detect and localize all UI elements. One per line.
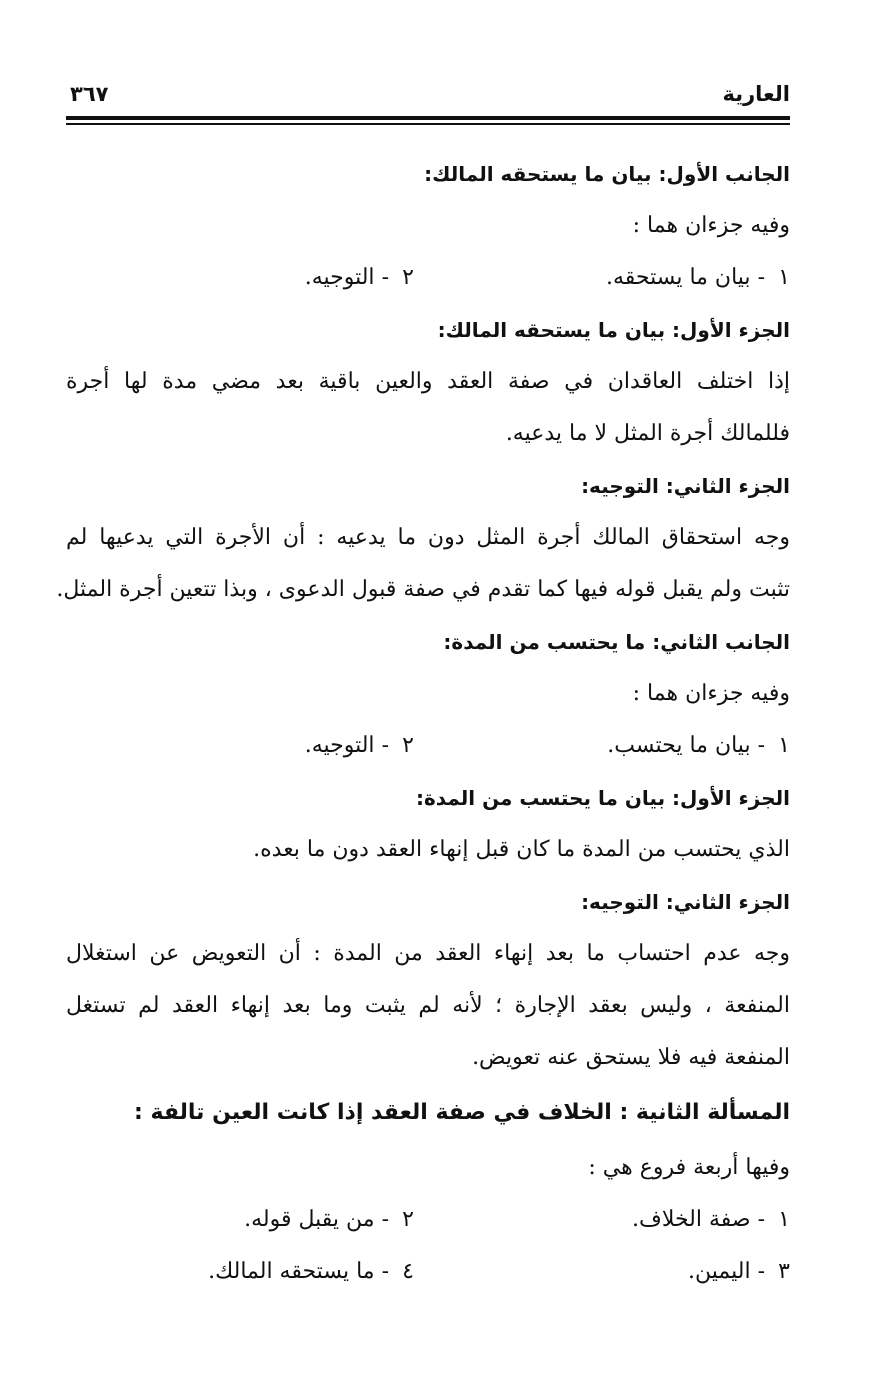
list-item: ١ - بيان ما يستحقه. — [605, 265, 790, 290]
list-item: ٣ - اليمين. — [688, 1259, 790, 1284]
header-rule-thin — [66, 123, 790, 125]
paragraph-line: فللمالك أجرة المثل لا ما يدعيه. — [505, 421, 790, 446]
book-page — [56, 0, 790, 1386]
enumeration-row — [66, 252, 790, 304]
paragraph-line: المنفعة ، وليس بعقد الإجارة ؛ لأنه لم يثبت وما بعد إنهاء العقد لم تستغل — [66, 993, 790, 1018]
list-item: ٤ - ما يستحقه المالك. — [208, 1259, 414, 1284]
list-item: ١ - صفة الخلاف. — [632, 1207, 790, 1232]
list-item: ١ - بيان ما يحتسب. — [607, 733, 790, 758]
page-number: ٣٦٧ — [70, 82, 109, 106]
list-item: ٢ - التوجيه. — [304, 265, 414, 290]
page-content — [56, 148, 790, 1298]
enumeration-row — [66, 1194, 790, 1246]
paragraph-line: الذي يحتسب من المدة ما كان قبل إنهاء العقد دون ما بعده. — [253, 837, 790, 862]
intro-line: وفيه جزءان هما : — [632, 681, 790, 706]
subsection-heading: الجزء الأول: بيان ما يستحقه المالك: — [437, 318, 790, 342]
paragraph-line: وجه استحقاق المالك أجرة المثل دون ما يدعيه : أن الأجرة التي يدعيها لم — [66, 525, 790, 550]
header-rule-thick — [66, 116, 790, 120]
paragraph-line: المنفعة فيه فلا يستحق عنه تعويض. — [472, 1045, 790, 1070]
subsection-heading: الجزء الأول: بيان ما يحتسب من المدة: — [415, 786, 790, 810]
subsection-heading: الجزء الثاني: التوجيه: — [581, 890, 790, 914]
paragraph-line: إذا اختلف العاقدان في صفة العقد والعين باقية بعد مضي مدة لها أجرة — [66, 369, 790, 394]
paragraph-line: تثبت ولم يقبل قوله فيها كما تقدم في صفة قبول الدعوى ، وبذا تتعين أجرة المثل. — [56, 577, 790, 602]
section-heading: الجانب الثاني: ما يحتسب من المدة: — [443, 630, 790, 654]
list-item: ٢ - من يقبل قوله. — [244, 1207, 414, 1232]
enumeration-row — [66, 720, 790, 772]
section-heading: الجانب الأول: بيان ما يستحقه المالك: — [424, 162, 790, 186]
enumeration-row — [66, 1246, 790, 1298]
running-header — [66, 82, 790, 114]
chapter-title: العارية — [722, 82, 790, 106]
paragraph-line: وجه عدم احتساب ما بعد إنهاء العقد من المدة : أن التعويض عن استغلال — [66, 941, 790, 966]
issue-heading: المسألة الثانية : الخلاف في صفة العقد إذا كانت العين تالفة : — [134, 1100, 790, 1125]
intro-line: وفيها أربعة فروع هي : — [588, 1155, 790, 1180]
list-item: ٢ - التوجيه. — [304, 733, 414, 758]
intro-line: وفيه جزءان هما : — [632, 213, 790, 238]
subsection-heading: الجزء الثاني: التوجيه: — [581, 474, 790, 498]
